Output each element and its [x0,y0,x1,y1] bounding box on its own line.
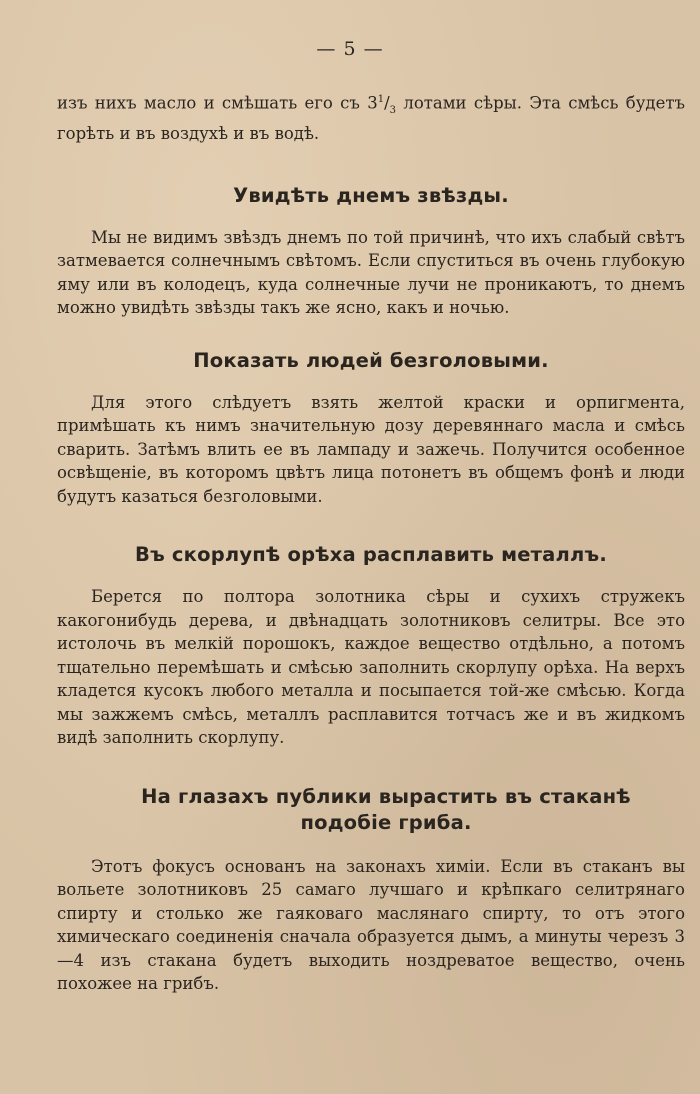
continuation-text-before: изъ нихъ масло и смѣшать его съ 3 [57,93,378,113]
fraction-separator: / [384,93,390,113]
page-content [57,88,685,996]
section-text-nutshell: Берется по полтора золотника сѣры и сухихъ стружекъ какогонибудь дерева, и двѣнадцать золотниковъ селитры. Все это истолочь въ мелкій порошокъ, каждое вещество отдѣльно, а потомъ тщательно перемѣшать и смѣсью заполнить скорлупу орѣха. На верхъ кладется кусокъ любого металла и посыпается той-же смѣсью. Когда мы зажжемъ смѣсь, металлъ расплавится тотчасъ же и въ жидкомъ видѣ заполнить скорлупу. [57,587,685,748]
section-heading-mushroom: На глазахъ публики вырастить въ стаканѣ подобіе гриба. [141,784,631,834]
fraction-numerator: 1 [377,94,385,105]
continuation-paragraph [57,88,685,146]
section-text-headless: Для этого слѣдуетъ взять желтой краски и орпигмента, примѣшать къ нимъ значительную дозу деревяннаго масла и смѣсь сварить. Затѣмъ влить ее въ лампаду и зажечь. Получится особенное освѣщеніе, въ которомъ цвѣтъ лица потонетъ въ общемъ фонѣ и люди будутъ казаться безголовыми. [57,392,685,506]
continuation-text-after: лотами сѣры. Эта смѣсь будетъ горѣть и въ воздухѣ и въ водѣ. [57,93,685,144]
section-text-stars: Мы не видимъ звѣздъ днемъ по той причинѣ, что ихъ слабый свѣтъ затмевается солнечнымъ свѣтомъ. Если спуститься въ очень глубокую яму или въ колодецъ, куда солнечные лучи не проникаютъ, то днемъ можно увидѣть звѣзды такъ же ясно, какъ и ночью. [57,227,685,318]
fraction-denominator: 3 [389,104,397,116]
section-heading-headless: Показать людей безголовыми. [193,348,549,372]
page-number: — 5 — [316,38,384,60]
section-text-mushroom: Этотъ фокусъ основанъ на законахъ химіи. Если въ стаканъ вы вольете золотниковъ 25 самаго лучшаго и крѣпкаго селитрянаго спирту и столько же гаяковаго маслянаго спирту, то отъ этого химическаго соединенія сначала образуется дымъ, а минуты черезъ 3—4 изъ стакана будетъ выходить ноздреватое вещество, очень похожее на грибъ. [57,856,685,994]
section-heading-nutshell: Въ скорлупѣ орѣха расплавить металлъ. [135,543,607,567]
section-heading-stars: Увидѣть днемъ звѣзды. [233,183,509,207]
